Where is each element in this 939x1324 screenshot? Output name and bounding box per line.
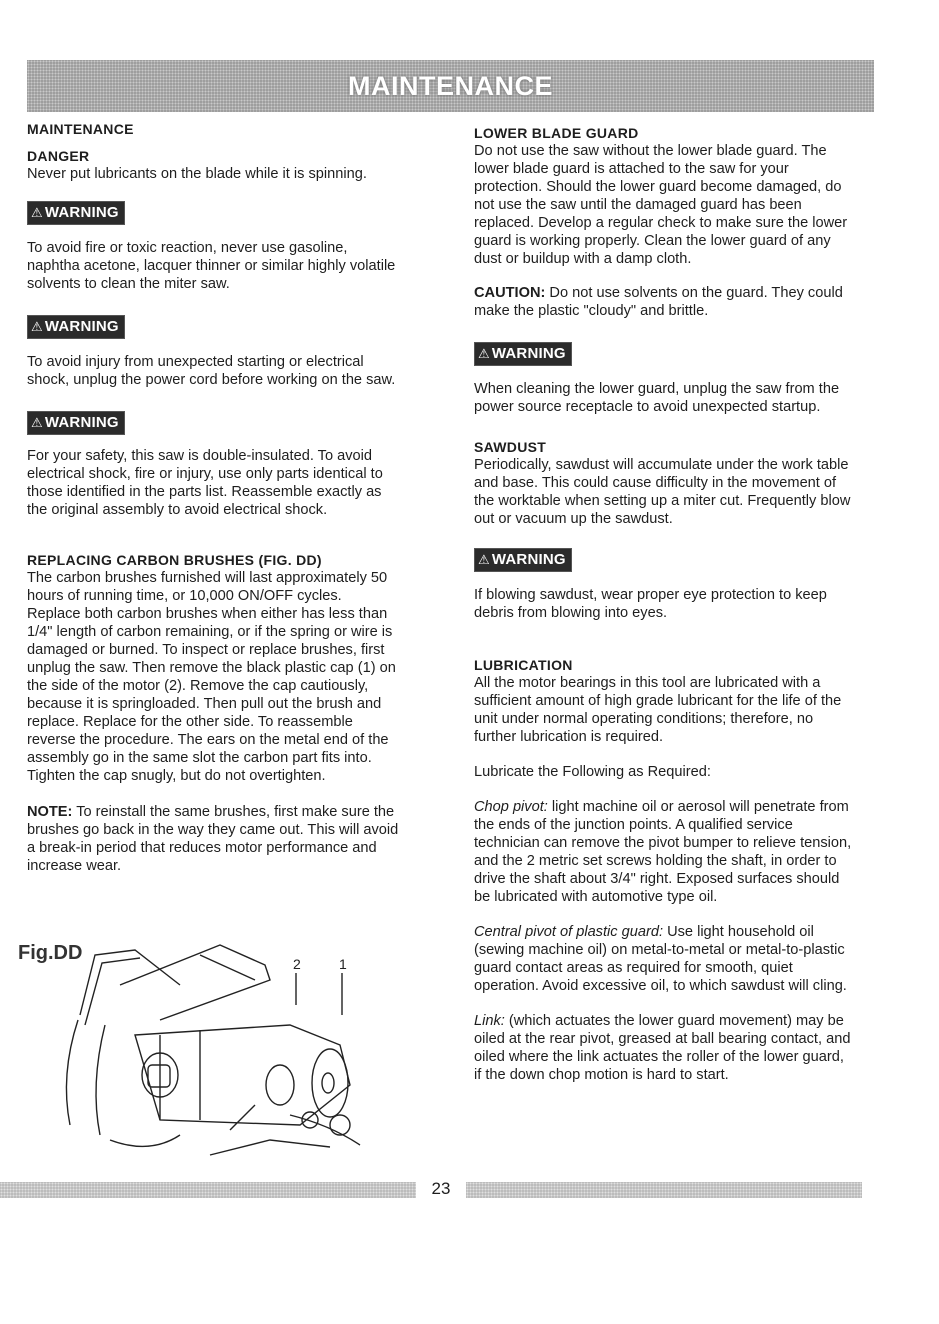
warning-2-text: To avoid injury from unexpected starting or electrical shock, unplug the power cord before working on the saw. [27,354,396,388]
lubricate-intro: Lubricate the Following as Required: [474,764,711,780]
page-banner [27,60,874,112]
warning-5-text: If blowing sawdust, wear proper eye protection to keep debris from blowing into eyes. [474,587,827,621]
banner-title: MAINTENANCE [348,70,553,101]
warning-badge-5 [474,548,854,572]
warning-label: WARNING [491,551,566,568]
note-label: NOTE: [27,804,73,820]
warning-triangle-icon: ⚠ [31,319,43,334]
link-text: (which actuates the lower guard movement) may be oiled at the rear pivot, greased at ball bearing contact, and oiled where the link actuates the roller of the lower guard, if the down chop motion is hard to start. [474,1013,851,1083]
warning-triangle-icon: ⚠ [478,346,490,361]
link-paragraph [474,1012,854,1084]
caution-text: Do not use solvents on the guard. They could make the plastic "cloudy" and brittle. [474,285,843,319]
callout-1: 1 [339,956,347,972]
warning-4-text: When cleaning the lower guard, unplug the saw from the power source receptacle to avoid unexpected startup. [474,381,840,415]
central-pivot-term: Central pivot of plastic guard: [474,924,664,940]
caution-paragraph [474,284,854,320]
page-number: 23 [431,1179,451,1198]
brushes-heading: REPLACING CARBON BRUSHES (FIG. DD) [27,552,322,568]
warning-triangle-icon: ⚠ [478,552,490,567]
maintenance-heading: MAINTENANCE [27,121,134,137]
chop-pivot-paragraph [474,798,854,906]
lower-guard-heading: LOWER BLADE GUARD [474,125,639,141]
warning-badge-4 [474,342,854,366]
caution-label: CAUTION: [474,285,546,301]
sawdust-text: Periodically, sawdust will accumulate under the work table and base. This could cause difficulty in the movement of the worktable when setting up a miter cut. Frequently blow out or vacuum up the sawdust. [474,457,851,527]
central-pivot-paragraph [474,923,854,995]
danger-heading: DANGER [27,148,90,164]
warning-label: WARNING [44,318,119,335]
warning-badge-1 [27,201,399,225]
chop-pivot-text: light machine oil or aerosol will penetrate from the ends of the junction points. A qualified service technician can remove the pivot bumper to relieve tension, and the 2 metric set screws holding the shaft, in order to drive the shaft about 3/4" right. Exposed surfaces should be lubricated with automotive type oil. [474,799,852,905]
footer-bar-left [0,1182,416,1198]
warning-label: WARNING [44,204,119,221]
warning-triangle-icon: ⚠ [31,415,43,430]
motor-brush-illustration [40,925,370,1165]
brushes-text: The carbon brushes furnished will last approximately 50 hours of running time, or 10,000 ON/OFF cycles. Replace both carbon brushes when either has less than 1/4" length of carbon remaining, or if the spring or wire is damaged or burned. To inspect or replace brushes, first unplug the saw. Then remove the black plastic cap (1) on the side of the motor (2). Remove the cap cautiously, because it is springloaded. Then pull out the brush and replace. Replace for the other side. To reassemble reverse the procedure. The ears on the metal end of the assembly go in the same slot the carbon part fits into. Tighten the cap snugly, but do not overtighten. [27,570,396,784]
footer-bar-right [466,1182,862,1198]
warning-label: WARNING [491,345,566,362]
warning-3-text: For your safety, this saw is double-insulated. To avoid electrical shock, fire or injury, use only parts identical to those identified in the parts list. Reassemble exactly as the original assembly to avoid electrical shock. [27,448,383,518]
left-column [27,120,399,875]
warning-badge-3 [27,411,399,435]
chop-pivot-term: Chop pivot: [474,799,548,815]
warning-badge-2 [27,315,399,339]
figure-label: Fig.DD [18,942,83,964]
callout-2: 2 [293,956,301,972]
right-column [474,124,854,1084]
lubrication-heading: LUBRICATION [474,657,573,673]
lower-guard-text: Do not use the saw without the lower blade guard. The lower blade guard is attached to the saw for your protection. Should the lower guard become damaged, do not use the saw until the damaged guard has been replaced. Develop a regular check to make sure the lower guard is working properly. Clean the lower guard of any dust or buildup with a damp cloth. [474,143,848,267]
note-paragraph [27,803,399,875]
warning-label: WARNING [44,414,119,431]
link-term: Link: [474,1013,505,1029]
sawdust-heading: SAWDUST [474,439,547,455]
warning-triangle-icon: ⚠ [31,205,43,220]
note-text: To reinstall the same brushes, first make sure the brushes go back in the way they came out. This will avoid a break-in period that reduces motor performance and increase wear. [27,804,399,874]
central-pivot-text: Use light household oil (sewing machine oil) on metal-to-metal or metal-to-plastic guard contact areas as required for smooth, quiet operation. Avoid excessive oil, to which sawdust will cling. [474,924,847,994]
warning-1-text: To avoid fire or toxic reaction, never use gasoline, naphtha acetone, lacquer thinner or similar highly volatile solvents to clean the miter saw. [27,240,396,292]
danger-text: Never put lubricants on the blade while it is spinning. [27,166,367,182]
lubrication-text: All the motor bearings in this tool are lubricated with a sufficient amount of high grade lubricant for the life of the unit under normal operating conditions; therefore, no further lubrication is required. [474,675,842,745]
